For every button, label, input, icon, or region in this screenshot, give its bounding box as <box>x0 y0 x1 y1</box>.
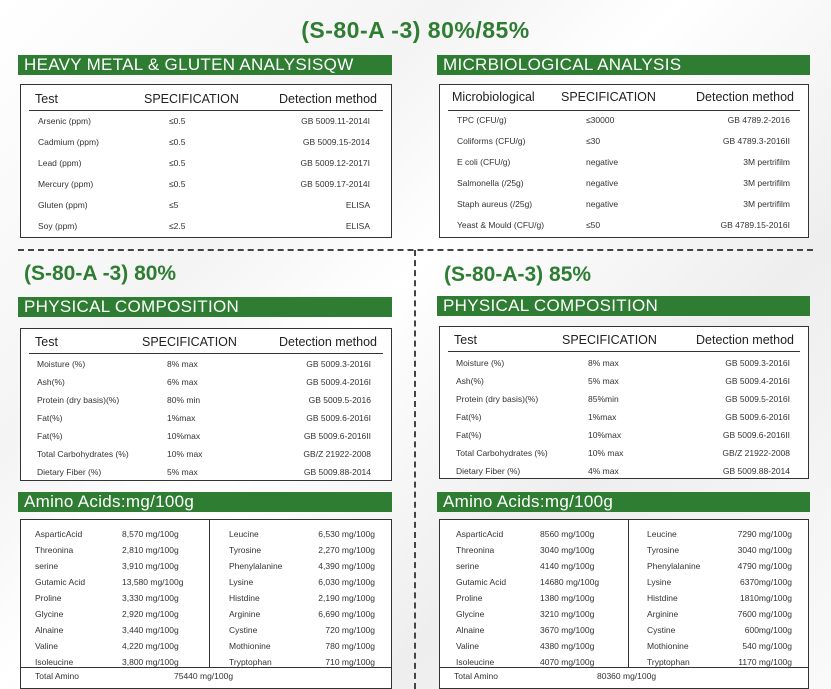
amino-total-value: 75440 mg/100g <box>174 671 234 681</box>
table-row-specification: negative <box>586 178 619 188</box>
table-row-method: GB 4789.3-2016II <box>722 136 790 146</box>
table-row-method: 3M pertrifilm <box>743 157 790 167</box>
table-row-specification: 80% min <box>167 395 201 405</box>
table-row-method: 3M pertrifilm <box>743 178 790 188</box>
amino-name: Isoleucine <box>35 657 74 667</box>
table-row-method: GB 5009.11-2014I <box>301 116 370 126</box>
table-row-method: GB 5009.3-2016I <box>306 359 371 369</box>
amino-name: Lysine <box>647 577 672 587</box>
table-row-method: GB 5009.5-2016 <box>308 395 371 405</box>
amino-name: Arginine <box>647 609 679 619</box>
table-row-test: Ash(%) <box>456 376 484 386</box>
amino-value: 6,690 mg/100g <box>318 609 375 619</box>
amino-value: 4380 mg/100g <box>540 641 595 651</box>
table-header-test: Test <box>35 92 58 106</box>
table-row-method: GB/Z 21922-2008 <box>303 449 371 459</box>
amino-value: 8560 mg/100g <box>540 529 595 539</box>
amino-value: 2,190 mg/100g <box>318 593 375 603</box>
amino-column-divider <box>628 520 629 667</box>
amino-value: 720 mg/100g <box>325 625 375 635</box>
table-header-method: Detection method <box>696 90 794 104</box>
table-row-method: GB 5009.6-2016I <box>725 412 790 422</box>
amino-name: serine <box>35 561 59 571</box>
table-row-test: Protein (dry basis)(%) <box>456 394 539 404</box>
table-row-specification: 1%max <box>588 412 617 422</box>
amino-value: 710 mg/100g <box>325 657 375 667</box>
amino-value: 3,910 mg/100g <box>122 561 179 571</box>
table-header-test: Microbiological <box>452 90 535 104</box>
table-row-method: GB 5009.17-2014I <box>300 179 370 189</box>
amino-name: Tyrosine <box>229 545 262 555</box>
table-row-specification: ≤30 <box>586 136 601 146</box>
table-row-test: Coliforms (CFU/g) <box>457 136 526 146</box>
right-amino-heading: Amino Acids:mg/100g <box>437 492 810 512</box>
amino-value: 4140 mg/100g <box>540 561 595 571</box>
amino-name: Tyrosine <box>647 545 680 555</box>
amino-name: Leucine <box>647 529 677 539</box>
amino-name: Leucine <box>229 529 259 539</box>
amino-name: Isoleucine <box>456 657 495 667</box>
table-row-method: GB 5009.4-2016I <box>725 376 790 386</box>
table-header-test: Test <box>454 333 477 347</box>
amino-name: Cystine <box>647 625 676 635</box>
amino-value: 13,580 mg/100g <box>122 577 184 587</box>
amino-name: Gutamic Acid <box>35 577 86 587</box>
amino-total-value: 80360 mg/100g <box>597 671 657 681</box>
table-row-method: GB 5009.3-2016I <box>725 358 790 368</box>
table-row-method: 3M pertrifilm <box>743 199 790 209</box>
table-row-method: GB 5009.6-2016I <box>306 413 371 423</box>
amino-value: 3040 mg/100g <box>540 545 595 555</box>
table-row-specification: ≤2.5 <box>169 221 186 231</box>
table-header-rule <box>29 353 383 354</box>
amino-name: Arginine <box>229 609 261 619</box>
right-physical-table <box>439 326 809 479</box>
right-title: (S-80-A-3) 85% <box>444 263 592 286</box>
table-row-specification: 5% max <box>588 376 619 386</box>
amino-name: Proline <box>35 593 62 603</box>
amino-value: 1380 mg/100g <box>540 593 595 603</box>
amino-value: 4,390 mg/100g <box>318 561 375 571</box>
amino-name: Glycine <box>35 609 64 619</box>
table-header-specification: SPECIFICATION <box>142 335 237 349</box>
amino-value: 3,330 mg/100g <box>122 593 179 603</box>
table-row-method: ELISA <box>345 200 370 210</box>
table-row-specification: 5% max <box>167 467 198 477</box>
table-row-test: Salmonella (/25g) <box>457 178 524 188</box>
table-row-method: GB 5009.88-2014 <box>722 466 790 476</box>
table-row-specification: negative <box>586 157 619 167</box>
table-row-specification: 10% max <box>167 449 203 459</box>
table-row-specification: 85%min <box>588 394 619 404</box>
amino-name: Alnaine <box>35 625 64 635</box>
amino-value: 4070 mg/100g <box>540 657 595 667</box>
amino-name: Cystine <box>229 625 258 635</box>
amino-total-rule <box>440 667 808 668</box>
amino-column-divider <box>209 520 210 667</box>
table-row-method: GB 5009.5-2016I <box>725 394 790 404</box>
amino-value: 14680 mg/100g <box>540 577 600 587</box>
amino-name: Proline <box>456 593 483 603</box>
amino-value: 1170 mg/100g <box>738 657 792 667</box>
table-header-method: Detection method <box>279 92 377 106</box>
table-row-test: Fat(%) <box>37 413 63 423</box>
table-row-test: Yeast & Mould (CFU/g) <box>457 220 545 230</box>
amino-value: 3,440 mg/100g <box>122 625 179 635</box>
table-row-specification: 4% max <box>588 466 619 476</box>
amino-value: 6,030 mg/100g <box>318 577 375 587</box>
left-amino-table <box>20 519 392 689</box>
table-row-test: Moisture (%) <box>37 359 86 369</box>
table-row-test: Total Carbohydrates (%) <box>37 449 129 459</box>
amino-value: 3040 mg/100g <box>737 545 792 555</box>
table-row-specification: 10% max <box>588 448 624 458</box>
amino-name: Tryptophan <box>229 657 272 667</box>
table-header-specification: SPECIFICATION <box>562 333 657 347</box>
table-row-specification: ≤0.5 <box>169 116 186 126</box>
table-row-test: Cadmium (ppm) <box>38 137 99 147</box>
amino-value: 7290 mg/100g <box>737 529 792 539</box>
amino-name: Lysine <box>229 577 254 587</box>
micro-table <box>439 84 809 238</box>
amino-value: 540 mg/100g <box>742 641 792 651</box>
amino-name: Histdine <box>229 593 260 603</box>
table-row-test: Moisture (%) <box>456 358 505 368</box>
table-header-method: Detection method <box>696 333 794 347</box>
amino-total-rule <box>21 667 391 668</box>
amino-total-label: Total Amino <box>454 671 498 681</box>
amino-name: Mothionine <box>647 641 689 651</box>
amino-value: 2,920 mg/100g <box>122 609 179 619</box>
table-row-specification: ≤50 <box>586 220 601 230</box>
heavy-metal-table <box>20 84 392 238</box>
table-row-specification: negative <box>586 199 619 209</box>
table-row-test: Fat(%) <box>37 431 63 441</box>
table-row-method: GB 5009.12-2017I <box>300 158 370 168</box>
table-row-test: Ash(%) <box>37 377 65 387</box>
table-row-specification: ≤0.5 <box>169 158 186 168</box>
left-physical-heading: PHYSICAL COMPOSITION <box>18 297 392 317</box>
amino-name: Phenylalanine <box>647 561 701 571</box>
amino-value: 7600 mg/100g <box>737 609 792 619</box>
table-row-test: Dietary Fiber (%) <box>456 466 521 476</box>
amino-name: Gutamic Acid <box>456 577 507 587</box>
table-row-method: GB 5009.15-2014 <box>302 137 370 147</box>
right-physical-heading: PHYSICAL COMPOSITION <box>437 296 810 316</box>
table-row-test: Staph aureus (/25g) <box>457 199 533 209</box>
section-divider-vertical <box>414 250 416 689</box>
micro-heading: MICRBIOLOGICAL ANALYSIS <box>437 55 810 75</box>
table-row-specification: ≤0.5 <box>169 179 186 189</box>
table-row-test: Protein (dry basis)(%) <box>37 395 120 405</box>
amino-value: 3210 mg/100g <box>540 609 595 619</box>
amino-name: Valine <box>456 641 479 651</box>
amino-name: Phenylalanine <box>229 561 283 571</box>
amino-value: 3670 mg/100g <box>540 625 595 635</box>
amino-value: 8,570 mg/100g <box>122 529 179 539</box>
table-row-test: Fat(%) <box>456 412 482 422</box>
table-row-specification: 10%max <box>167 431 201 441</box>
left-title: (S-80-A -3) 80% <box>24 262 177 285</box>
amino-name: AsparticAcid <box>456 529 504 539</box>
table-row-specification: 1%max <box>167 413 196 423</box>
table-header-specification: SPECIFICATION <box>144 92 239 106</box>
amino-name: serine <box>456 561 480 571</box>
amino-total-label: Total Amino <box>35 671 79 681</box>
amino-name: Threonina <box>35 545 74 555</box>
table-row-test: Soy (ppm) <box>38 221 78 231</box>
table-row-specification: 10%max <box>588 430 622 440</box>
left-physical-table <box>20 328 392 481</box>
table-header-rule <box>448 110 800 111</box>
amino-value: 4,220 mg/100g <box>122 641 179 651</box>
amino-name: Threonina <box>456 545 495 555</box>
amino-name: Glycine <box>456 609 485 619</box>
table-row-specification: ≤5 <box>169 200 179 210</box>
table-row-method: GB 5009.88-2014 <box>303 467 371 477</box>
amino-value: 3,800 mg/100g <box>122 657 179 667</box>
amino-name: Alnaine <box>456 625 485 635</box>
table-header-specification: SPECIFICATION <box>561 90 656 104</box>
table-row-method: ELISA <box>345 221 370 231</box>
amino-name: Histdine <box>647 593 678 603</box>
amino-name: Mothionine <box>229 641 271 651</box>
table-row-test: Dietary Fiber (%) <box>37 467 102 477</box>
table-row-method: GB 5009.6-2016II <box>722 430 790 440</box>
amino-value: 6370mg/100g <box>740 577 792 587</box>
amino-value: 600mg/100g <box>744 625 792 635</box>
table-row-test: Fat(%) <box>456 430 482 440</box>
table-row-specification: ≤30000 <box>586 115 615 125</box>
table-row-method: GB 5009.6-2016II <box>303 431 371 441</box>
table-row-test: Total Carbohydrates (%) <box>456 448 548 458</box>
amino-value: 2,810 mg/100g <box>122 545 179 555</box>
left-amino-heading: Amino Acids:mg/100g <box>18 492 392 512</box>
table-row-specification: 8% max <box>588 358 619 368</box>
table-row-method: GB 4789.15-2016I <box>720 220 790 230</box>
amino-value: 6,530 mg/100g <box>318 529 375 539</box>
table-row-specification: ≤0.5 <box>169 137 186 147</box>
table-row-method: GB 4789.2-2016 <box>727 115 790 125</box>
table-row-specification: 8% max <box>167 359 198 369</box>
amino-name: Valine <box>35 641 58 651</box>
table-row-method: GB/Z 21922-2008 <box>722 448 790 458</box>
amino-name: AsparticAcid <box>35 529 83 539</box>
right-amino-table <box>439 519 809 689</box>
table-header-method: Detection method <box>279 335 377 349</box>
table-row-test: Arsenic (ppm) <box>38 116 91 126</box>
amino-value: 1810mg/100g <box>740 593 792 603</box>
table-header-rule <box>448 351 800 352</box>
table-header-rule <box>29 110 383 111</box>
table-row-test: Lead (ppm) <box>38 158 82 168</box>
table-row-test: TPC (CFU/g) <box>457 115 507 125</box>
table-row-test: Mercury (ppm) <box>38 179 94 189</box>
table-row-test: Gluten (ppm) <box>38 200 88 210</box>
table-row-method: GB 5009.4-2016I <box>306 377 371 387</box>
page-title: (S-80-A -3) 80%/85% <box>301 17 530 43</box>
amino-value: 4790 mg/100g <box>737 561 792 571</box>
table-row-test: E coli (CFU/g) <box>457 157 511 167</box>
heavy-metal-heading: HEAVY METAL & GLUTEN ANALYSISQW <box>18 55 392 75</box>
table-row-specification: 6% max <box>167 377 198 387</box>
amino-value: 780 mg/100g <box>325 641 375 651</box>
table-header-test: Test <box>35 335 58 349</box>
amino-value: 2,270 mg/100g <box>318 545 375 555</box>
amino-name: Tryptophan <box>647 657 690 667</box>
